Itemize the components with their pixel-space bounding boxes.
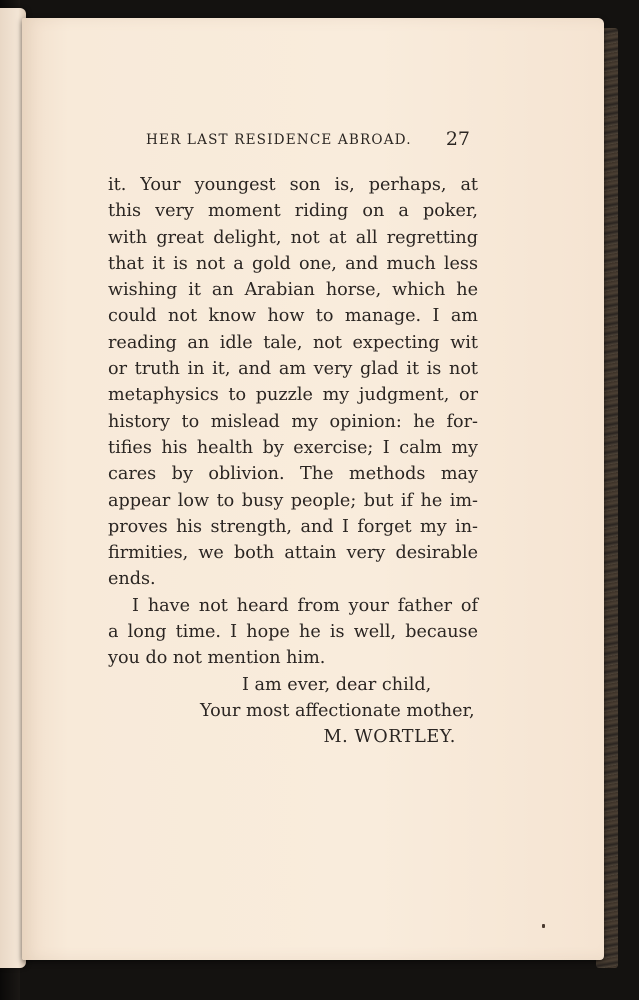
text-line: you do not mention him. bbox=[108, 648, 326, 669]
signature bbox=[108, 724, 478, 750]
text-line: with great delight, not at all regretting bbox=[108, 227, 478, 248]
text-line: reading an idle tale, not expecting wit bbox=[108, 332, 478, 353]
closing-line: Your most affectionate mother, bbox=[200, 700, 475, 721]
text-line: appear low to busy people; but if he im- bbox=[108, 490, 478, 511]
page-number: 27 bbox=[445, 128, 470, 150]
body-text bbox=[108, 172, 478, 751]
running-title: HER LAST RESIDENCE ABROAD. bbox=[146, 132, 412, 148]
text-line: tifies his health by exercise; I calm my bbox=[108, 437, 478, 458]
text-line: it. Your youngest son is, perhaps, at bbox=[108, 175, 478, 195]
ink-speck bbox=[542, 924, 545, 928]
signature-text: M. WORTLEY. bbox=[323, 727, 456, 748]
text-line: wishing it an Arabian horse, which he bbox=[108, 280, 478, 301]
text-line: cares by oblivion. The methods may bbox=[108, 464, 478, 485]
text-line: ends. bbox=[108, 569, 156, 590]
text-line: I have not heard from your father of bbox=[132, 595, 478, 616]
text-line: a long time. I hope he is well, because bbox=[108, 622, 478, 643]
text-line: or truth in it, and am very glad it is not bbox=[108, 359, 478, 380]
text-line: metaphysics to puzzle my judgment, or bbox=[108, 385, 478, 406]
closing-line: I am ever, dear child, bbox=[242, 674, 432, 695]
text-line: proves his strength, and I forget my in- bbox=[108, 516, 478, 537]
text-line: could not know how to manage. I am bbox=[108, 306, 478, 327]
text-line: this very moment riding on a poker, bbox=[108, 201, 478, 222]
running-head bbox=[124, 116, 480, 150]
text-line: that it is not a gold one, and much less bbox=[108, 253, 478, 274]
text-line: history to mislead my opinion: he for- bbox=[108, 411, 478, 432]
text-line: firmities, we both attain very desirable bbox=[108, 543, 478, 564]
